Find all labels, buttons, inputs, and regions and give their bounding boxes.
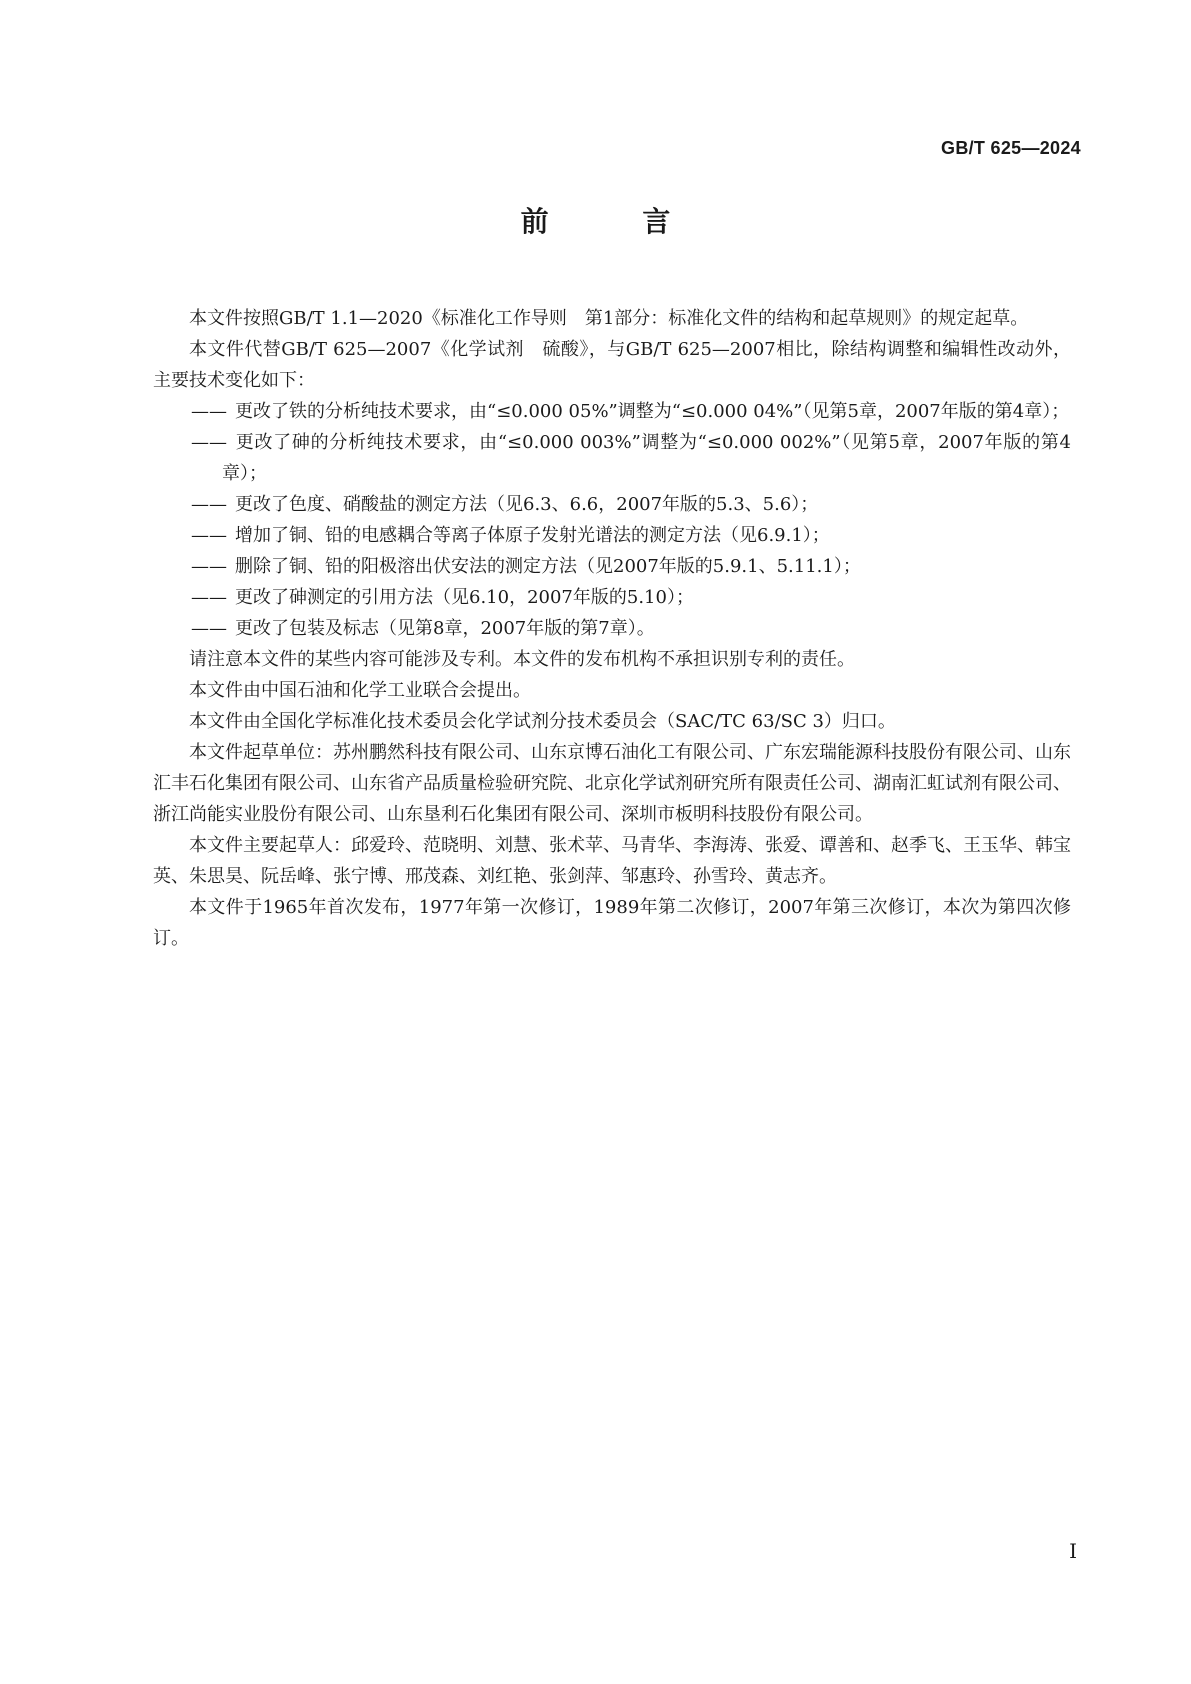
list-item-text: 更改了铁的分析纯技术要求，由“≤0.000 05%”调整为“≤0.000 04%”（见第5章，2007年版的第4章）；	[235, 401, 1070, 422]
paragraph-patent-notice: 请注意本文件的某些内容可能涉及专利。本文件的发布机构不承担识别专利的责任。	[189, 649, 855, 670]
list-item-text: 更改了包装及标志（见第8章，2007年版的第7章）。	[235, 618, 655, 639]
paragraph-history: 本文件于1965年首次发布，1977年第一次修订，1989年第二次修订，2007年第三次修订，本次为第四次修订。	[153, 897, 1071, 949]
list-dash: ——	[191, 401, 227, 422]
paragraph-proposer: 本文件由中国石油和化学工业联合会提出。	[189, 680, 531, 701]
list-item	[153, 520, 1071, 551]
list-item	[153, 582, 1071, 613]
list-item	[153, 489, 1071, 520]
list-dash: ——	[191, 494, 227, 515]
list-item	[153, 427, 1071, 489]
list-item	[153, 551, 1071, 582]
technical-changes-list	[153, 396, 1071, 644]
list-dash: ——	[191, 556, 227, 577]
list-item-text: 增加了铜、铅的电感耦合等离子体原子发射光谱法的测定方法（见6.9.1）；	[235, 525, 830, 546]
list-item-text: 更改了砷测定的引用方法（见6.10，2007年版的5.10）；	[235, 587, 694, 608]
list-item-text: 更改了砷的分析纯技术要求，由“≤0.000 003%”调整为“≤0.000 002%”（见第5章，2007年版的第4章）；	[222, 432, 1071, 484]
list-item	[153, 396, 1071, 427]
list-item-text: 删除了铜、铅的阳极溶出伏安法的测定方法（见2007年版的5.9.1、5.11.1）；	[235, 556, 861, 577]
page-title: 前 言	[520, 205, 713, 238]
paragraph-replacement: 本文件代替GB/T 625—2007《化学试剂 硫酸》，与GB/T 625—2007相比，除结构调整和编辑性改动外，主要技术变化如下：	[153, 339, 1071, 391]
paragraph-drafting-rules: 本文件按照GB/T 1.1—2020《标准化工作导则 第1部分：标准化文件的结构和起草规则》的规定起草。	[189, 308, 1029, 329]
list-dash: ——	[191, 618, 227, 639]
paragraph-drafting-units: 本文件起草单位：苏州鹏然科技有限公司、山东京博石油化工有限公司、广东宏瑞能源科技股份有限公司、山东汇丰石化集团有限公司、山东省产品质量检验研究院、北京化学试剂研究所有限责任公司、湖南汇虹试剂有限公司、浙江尚能实业股份有限公司、山东垦利石化集团有限公司、深圳市板明科技股份有限公司。	[153, 742, 1071, 825]
paragraph-drafters: 本文件主要起草人：邱爱玲、范晓明、刘慧、张术苹、马青华、李海涛、张爱、谭善和、赵季飞、王玉华、韩宝英、朱思昊、阮岳峰、张宁博、邢茂森、刘红艳、张剑萍、邹惠玲、孙雪玲、黄志齐。	[153, 835, 1071, 887]
list-dash: ——	[191, 525, 227, 546]
list-dash: ——	[191, 432, 227, 453]
page-number: I	[1069, 1539, 1077, 1563]
list-item-text: 更改了色度、硝酸盐的测定方法（见6.3、6.6，2007年版的5.3、5.6）；	[235, 494, 819, 515]
list-item	[153, 613, 1071, 644]
list-dash: ——	[191, 587, 227, 608]
foreword-body	[153, 303, 1071, 954]
standard-code: GB/T 625—2024	[941, 138, 1081, 158]
paragraph-committee: 本文件由全国化学标准化技术委员会化学试剂分技术委员会（SAC/TC 63/SC 3）归口。	[189, 711, 896, 732]
